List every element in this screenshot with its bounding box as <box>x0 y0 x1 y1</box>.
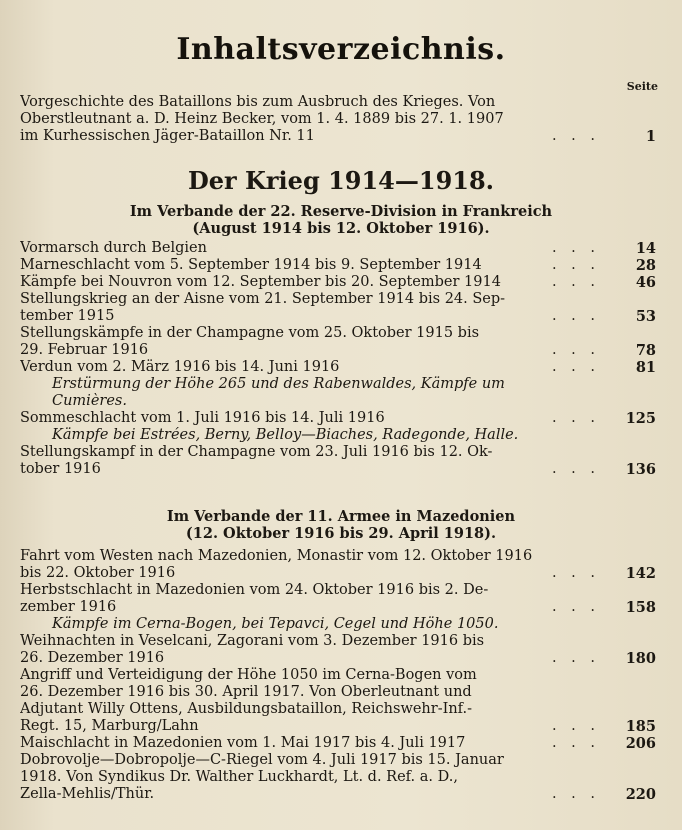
toc-entry-text <box>20 111 660 128</box>
toc-entry <box>20 359 660 410</box>
page-number: 142 <box>625 565 656 582</box>
toc-entry-line: Adjutant Willy Ottens, Ausbildungsbataillon, Reichswehr-Inf.- <box>20 701 473 717</box>
toc-entry-line: Cumières. <box>52 393 127 409</box>
section-line: Im Verbande der 22. Reserve-Division in Frankreich <box>129 203 553 220</box>
leader-dots: . . . <box>551 565 600 581</box>
toc-entry-text <box>20 291 660 308</box>
page-number: 206 <box>625 735 656 752</box>
toc-entry <box>20 410 660 444</box>
toc-entry-line: 1918. Von Syndikus Dr. Walther Luckhardt, Lt. d. Ref. a. D., <box>20 769 458 785</box>
toc-entry-line: Verdun vom 2. März 1916 bis 14. Juni 1916 <box>20 359 340 375</box>
toc-entry-text <box>20 240 660 257</box>
leader-dots: . . . <box>551 342 600 358</box>
toc-entry-line: Kämpfe im Cerna-Bogen, bei Tepavci, Cegel und Höhe 1050. <box>52 616 499 632</box>
toc-entry <box>20 752 660 803</box>
toc-entry-line: Angriff und Verteidigung der Höhe 1050 im Cerna-Bogen vom <box>20 667 477 683</box>
toc-entry <box>20 325 660 359</box>
toc-entry-text <box>20 325 660 342</box>
toc-entry-text <box>20 633 660 650</box>
section-heading: Der Krieg 1914—1918. <box>187 166 495 195</box>
toc-entry <box>20 240 660 257</box>
toc-entry-line: Vormarsch durch Belgien <box>20 240 207 256</box>
toc-entry-text <box>20 94 660 111</box>
section-title-macedonia <box>60 508 622 542</box>
page-number: 136 <box>625 461 656 478</box>
leader-dots: . . . <box>551 461 600 477</box>
leader-dots: . . . <box>551 599 600 615</box>
toc-entry-text <box>20 274 660 291</box>
page-number: 14 <box>635 240 656 257</box>
toc-entry-text <box>20 667 660 684</box>
toc-entry-text <box>20 599 660 616</box>
toc-entry-text <box>20 359 660 376</box>
toc-entry-subtitle <box>20 616 660 633</box>
toc-entry-line: Oberstleutnant a. D. Heinz Becker, vom 1. 4. 1889 bis 27. 1. 1907 <box>20 111 504 127</box>
toc-entry <box>20 274 660 291</box>
leader-dots: . . . <box>551 359 600 375</box>
toc-entry <box>20 667 660 735</box>
section-line: (12. Oktober 1916 bis 29. April 1918). <box>185 525 497 542</box>
toc-entry-line: zember 1916 <box>20 599 117 615</box>
toc-entry-line: Sommeschlacht vom 1. Juli 1916 bis 14. Juli 1916 <box>20 410 385 426</box>
toc-entry-text <box>20 701 660 718</box>
toc-entry-line: 29. Februar 1916 <box>20 342 149 358</box>
toc-entry <box>20 548 660 582</box>
toc-entry-line: Zella-Mehlis/Thür. <box>20 786 155 802</box>
toc-entry-line: Dobrovolje—Dobropolje—C-Riegel vom 4. Juli 1917 bis 15. Januar <box>20 752 504 768</box>
leader-dots: . . . <box>551 257 600 273</box>
leader-dots: . . . <box>551 650 600 666</box>
toc-entry <box>20 735 660 752</box>
toc-entry-text <box>20 548 660 565</box>
toc-entry-line: tober 1916 <box>20 461 101 477</box>
toc-entry-subtitle <box>20 393 660 410</box>
toc-entry <box>20 291 660 325</box>
toc-entry-line: Weihnachten in Veselcani, Zagorani vom 3. Dezember 1916 bis <box>20 633 485 649</box>
toc-entry-line: Stellungskrieg an der Aisne vom 21. September 1914 bis 24. Sep- <box>20 291 506 307</box>
toc-entry-subtitle <box>20 427 660 444</box>
leader-dots: . . . <box>551 718 600 734</box>
toc-entry <box>20 257 660 274</box>
page-number: 53 <box>635 308 656 325</box>
toc-entry-line: Fahrt vom Westen nach Mazedonien, Monastir vom 12. Oktober 1916 <box>20 548 533 564</box>
section-line: Im Verbande der 11. Armee in Mazedonien <box>166 508 516 525</box>
toc-entry <box>20 633 660 667</box>
toc-entry-text <box>20 786 660 803</box>
leader-dots: . . . <box>551 128 600 144</box>
toc-entry-line: Regt. 15, Marburg/Lahn <box>20 718 199 734</box>
toc-entry-text <box>20 257 660 274</box>
section-title-france <box>60 203 622 237</box>
toc-entry-text <box>20 684 660 701</box>
toc-entry-text <box>20 582 660 599</box>
toc-entry-text <box>20 565 660 582</box>
toc-entry-line: Stellungskämpfe in der Champagne vom 25. Oktober 1915 bis <box>20 325 480 341</box>
toc-entry-text <box>20 735 660 752</box>
leader-dots: . . . <box>551 735 600 751</box>
toc-entry-text <box>20 308 660 325</box>
page-number: 28 <box>635 257 656 274</box>
toc-entry-line: tember 1915 <box>20 308 115 324</box>
toc-entry-line: bis 22. Oktober 1916 <box>20 565 176 581</box>
toc-entry-line: Vorgeschichte des Bataillons bis zum Ausbruch des Krieges. Von <box>20 94 496 110</box>
toc-entry-text <box>20 342 660 359</box>
toc-entry-line: Kämpfe bei Estrées, Berny, Belloy—Biaches, Radegonde, Halle. <box>52 427 519 443</box>
toc-entry-text <box>20 650 660 667</box>
page-title: Inhaltsverzeichnis. <box>176 32 506 67</box>
toc-entry-line: im Kurhessischen Jäger-Bataillon Nr. 11 <box>20 128 315 144</box>
toc-entry-line: Herbstschlacht in Mazedonien vom 24. Oktober 1916 bis 2. De- <box>20 582 489 598</box>
toc-entry-intro <box>20 94 660 145</box>
leader-dots: . . . <box>551 786 600 802</box>
toc-entry-line: Maischlacht in Mazedonien vom 1. Mai 1917 bis 4. Juli 1917 <box>20 735 466 751</box>
page-number: 125 <box>625 410 656 427</box>
toc-entry-subtitle <box>20 376 660 393</box>
leader-dots: . . . <box>551 274 600 290</box>
toc-entry-text <box>20 461 660 478</box>
toc-entry-line: Stellungskampf in der Champagne vom 23. Juli 1916 bis 12. Ok- <box>20 444 493 460</box>
toc-entry-line: 26. Dezember 1916 <box>20 650 165 666</box>
page-number: 180 <box>625 650 656 667</box>
page-column-label: Seite <box>626 80 658 93</box>
toc-entry-text <box>20 410 660 427</box>
page-number: 185 <box>625 718 656 735</box>
toc-entry-text <box>20 444 660 461</box>
toc-entry-text <box>20 128 660 145</box>
leader-dots: . . . <box>551 410 600 426</box>
page-number: 46 <box>635 274 656 291</box>
page-number: 1 <box>645 128 656 145</box>
page-number: 220 <box>625 786 656 803</box>
toc-entry-text <box>20 718 660 735</box>
leader-dots: . . . <box>551 240 600 256</box>
toc-entry-line: 26. Dezember 1916 bis 30. April 1917. Von Oberleutnant und <box>20 684 472 700</box>
page-number: 81 <box>635 359 656 376</box>
toc-entry-text <box>20 752 660 769</box>
toc-entry-text <box>20 769 660 786</box>
section-line: (August 1914 bis 12. Oktober 1916). <box>192 220 490 237</box>
page-number: 158 <box>625 599 656 616</box>
leader-dots: . . . <box>551 308 600 324</box>
toc-entry-line: Kämpfe bei Nouvron vom 12. September bis 20. September 1914 <box>20 274 501 290</box>
toc-entry <box>20 444 660 478</box>
toc-entry-line: Marneschlacht vom 5. September 1914 bis 9. September 1914 <box>20 257 482 273</box>
toc-entry <box>20 582 660 633</box>
page-number: 78 <box>635 342 656 359</box>
toc-entry-line: Erstürmung der Höhe 265 und des Rabenwaldes, Kämpfe um <box>52 376 505 392</box>
